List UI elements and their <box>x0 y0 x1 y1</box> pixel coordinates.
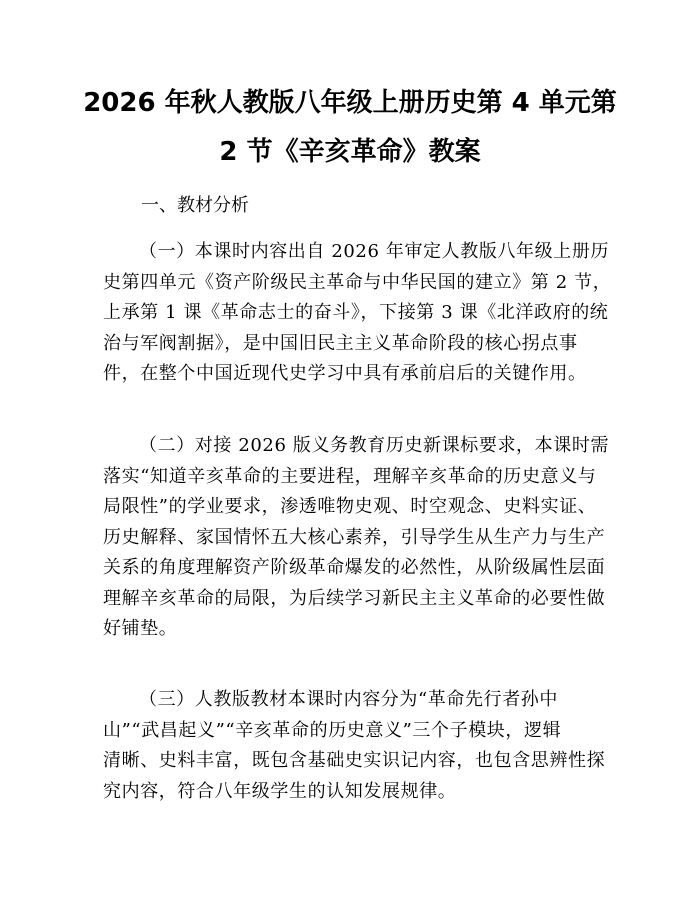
paragraph-line: （二）对接 2026 版义务教育历史新课标要求，本课时需 <box>139 435 610 456</box>
paragraph-line: （三）人教版教材本课时内容分为“革命先行者孙中 <box>139 689 558 710</box>
section-heading-textbook-analysis: 一、教材分析 <box>141 195 249 216</box>
paragraph-line: 清晰、史料丰富，既包含基础史实识记内容，也包含思辨性探 <box>103 750 606 771</box>
paragraph-line: 上承第 1 课《革命志士的奋斗》，下接第 3 课《北洋政府的统 <box>103 302 609 323</box>
paragraph-2 <box>103 431 610 645</box>
paragraph-line: 山”“武昌起义”“辛亥革命的历史意义”三个子模块，逻辑 <box>103 719 562 741</box>
paragraph-line: （一）本课时内容出自 2026 年审定人教版八年级上册历 <box>139 241 610 262</box>
paragraph-line: 理解辛亥革命的局限，为后续学习新民主主义革命的必要性做 <box>103 587 606 609</box>
paragraph-line: 历史解释、家国情怀五大核心素养，引导学生从生产力与生产 <box>103 526 606 548</box>
paragraph-line: 关系的角度理解资产阶级革命爆发的必然性，从阶级属性层面 <box>103 557 606 578</box>
document-title-line-2: 2 节《辛亥革命》教案 <box>219 137 481 167</box>
paragraph-3 <box>103 685 606 807</box>
paragraph-line: 好铺垫。 <box>103 618 178 639</box>
document-title-line-1: 2026 年秋人教版八年级上册历史第 4 单元第 <box>83 88 617 118</box>
paragraph-1 <box>103 237 612 390</box>
paragraph-line: 治与军阀割据》，是中国旧民主主义革命阶段的核心拐点事 <box>103 332 578 354</box>
paragraph-line: 局限性”的学业要求，渗透唯物史观、时空观念、史料实证、 <box>103 496 597 517</box>
paragraph-line: 史第四单元《资产阶级民主革命与中华民国的建立》第 2 节， <box>103 271 612 293</box>
paragraph-line: 件，在整个中国近现代史学习中具有承前启后的关键作用。 <box>103 363 587 384</box>
paragraph-line: 究内容，符合八年级学生的认知发展规律。 <box>103 780 457 802</box>
paragraph-line: 落实“知道辛亥革命的主要进程，理解辛亥革命的历史意义与 <box>103 465 597 487</box>
